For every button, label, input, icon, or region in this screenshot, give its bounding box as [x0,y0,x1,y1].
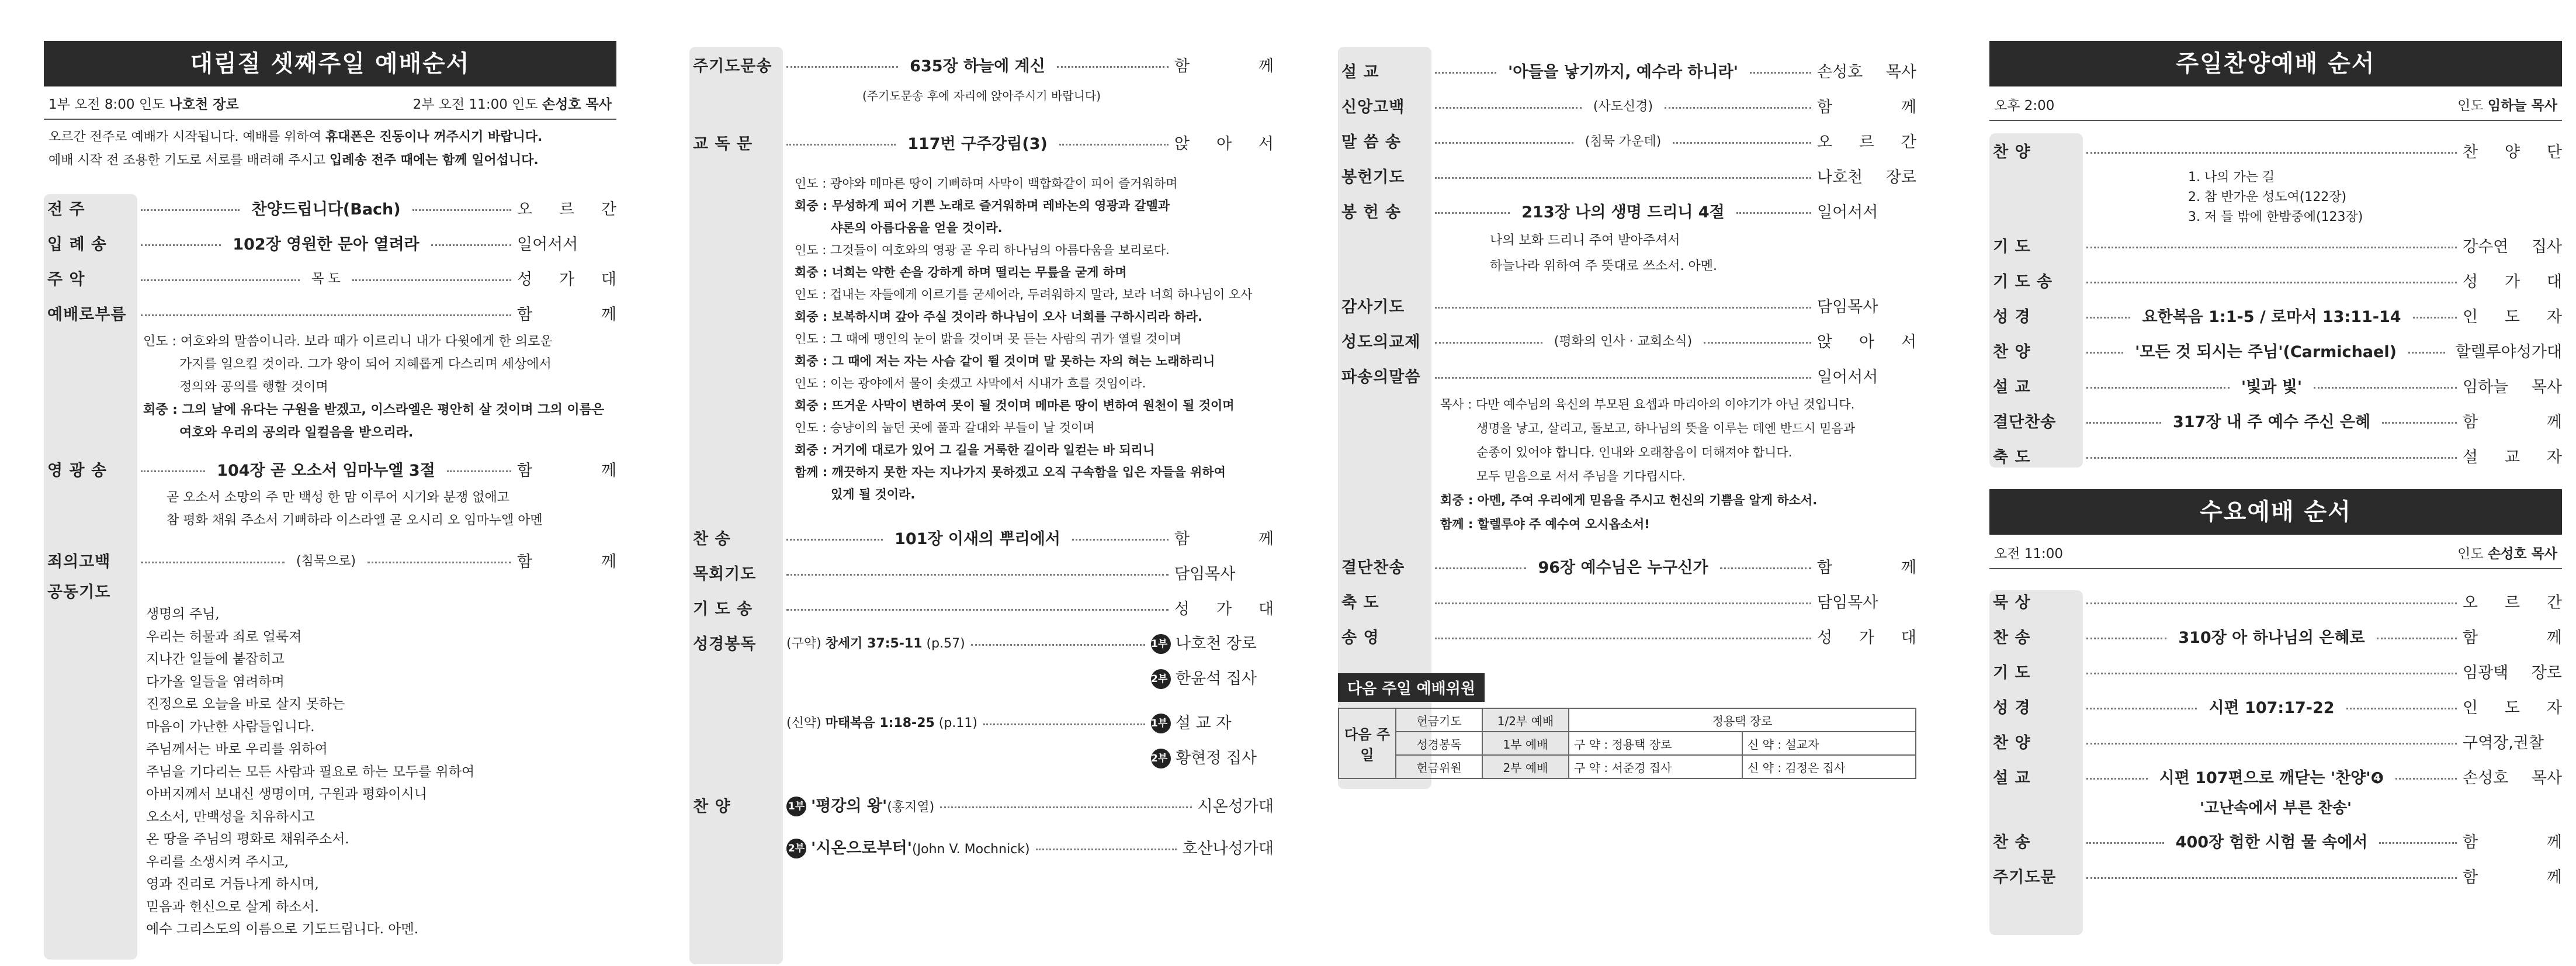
order-item-reading-nt-2: 2부 황현정 집사 [689,739,1274,774]
responsive-line: 샤론의 아름다움을 얻을 것이라. [831,221,1003,235]
lords-prayer-note: (주기도문송 후에 자리에 앉아주시기 바랍니다) [862,89,1101,103]
responsive-line: 정의와 공의를 행할 것이며 [179,380,328,394]
order-item-responsive-reading: 교 독 문 117번 구주강림(3) 앉 아 서 [693,134,1274,153]
order-item-prayer: 공동기도 [47,583,111,601]
order-item-sermon: 설 교 '아들을 낳기까지, 예수라 하니라' 손성호 목사 [1341,63,1916,81]
responsive-line: 인도 : 그 때에 맹인의 눈이 밝을 것이며 못 듣는 사람의 귀가 열릴 것이며 [795,332,1181,346]
prayer-line: 예수 그리스도의 이름으로 기도드립니다. 아멘. [146,922,419,937]
order-item: 전 주 찬양드립니다(Bach) 오 르 간 [47,200,617,219]
offering-song-line: 하늘나라 위하여 주 뜻대로 쓰소서. 아멘. [1490,259,1717,273]
responsive-line: 인도 : 승냥이의 눕던 곳에 풀과 갈대와 부들이 날 것이며 [795,421,1095,435]
order-item-reading-ot-2: 2부 한윤석 집사 [689,660,1274,695]
prayer-line: 온 땅을 주님의 평화로 채워주소서. [146,832,349,847]
column-other-services [1989,0,2562,966]
service1: 1부 오전 8:00 인도 나호천 장로 [48,97,239,112]
wednesday-service-time: 오전 11:00 인도 손성호 목사 [1994,546,2557,562]
order-item: 예배로부름 함 께 [47,305,616,324]
wednesday-order-item: 기 도 임광택 장로 [1993,663,2562,682]
order-item-pastoral-prayer: 목회기도 담임목사 [693,565,1236,583]
order-item: 입 례 송 102장 영원한 문아 열려라 일어서서 [47,235,578,254]
responsive-line: 회중 : 거기에 대로가 있어 그 길을 거룩한 길이라 일컫는 바 되리니 [795,443,1155,457]
prayer-line: 영과 진리로 거듭나게 하시며, [146,877,319,892]
responsive-line: 생명을 낳고, 살리고, 돌보고, 하나님의 뜻을 이루는 데엔 반드시 믿음과 [1476,421,1856,435]
afternoon-order-item: 기 도 송 성 가 대 [1993,272,2562,291]
responsive-line: 회중 : 뜨거운 사막이 변하여 못이 될 것이며 메마른 땅이 변하여 원천이 될 것이며 [795,399,1235,413]
prayer-line: 우리를 소생시켜 주시고, [146,854,289,870]
afternoon-order-item: 찬 양 '모든 것 되시는 주님'(Carmichael) 할렐루야성가대 [1993,342,2563,361]
wednesday-order-item: 찬 송 400장 험한 시험 물 속에서 함 께 [1993,833,2563,851]
afternoon-service-title: 주일찬양예배 순서 [1989,41,2562,86]
column-sunday-order-2 [689,0,1274,966]
order-item-praise: 찬 양 찬 양 단 [1993,143,2562,161]
page-title: 대림절 셋째주일 예배순서 [44,41,616,86]
responsive-line: 있게 될 것이라. [831,487,916,501]
prayer-line: 우리는 허물과 죄로 얼룩져 [146,629,302,645]
order-item-benediction: 축 도 담임목사 [1341,593,1878,612]
order-item-sending-word: 파송의말씀 일어서서 [1341,368,1878,386]
wednesday-order-item: 설 교 시편 107편으로 깨닫는 '찬양'❹ 손성호 목사 [1993,768,2562,787]
next-week-table: 다음 주일 헌금기도 1/2부 예배 정용택 장로 성경봉독 1부 예배 구 약 : 정용택 장로 신 약 : 설교자 헌금위원 2부 예배 구 약 : 서준경 집사 신 약 : 김정은 집사 [1338,708,1916,779]
afternoon-order-item: 결단찬송 317장 내 주 예수 주신 은혜 함 께 [1993,413,2563,431]
glory-song-line: 곧 오소서 소망의 주 만 백성 한 맘 이루어 시기와 분쟁 없애고 [167,490,509,505]
afternoon-order-item: 축 도 설 교 자 [1993,448,2562,466]
responsive-line: 인도 : 그것들이 여호와의 영광 곧 우리 하나님의 아름다움을 보리로다. [795,243,1170,257]
responsive-line: 회중 : 그 때에 저는 자는 사슴 같이 뛸 것이며 말 못하는 자의 혀는 노래하리니 [795,354,1215,368]
service2: 2부 오전 11:00 인도 손성호 목사 [412,97,612,112]
order-item: 주 악 목 도 성 가 대 [47,270,616,289]
service-times [44,94,616,113]
wednesday-order-item: 찬 양 구역장,권찰 [1993,733,2544,752]
responsive-line: 인도 : 광야와 메마른 땅이 기뻐하며 사막이 백합화같이 피어 즐거워하며 [795,176,1178,191]
order-item-glory: 영 광 송 104장 곧 오소서 임마누엘 3절 함 께 [47,461,617,480]
wednesday-service-title: 수요예배 순서 [1989,489,2562,535]
wednesday-order-item: 묵 상 오 르 간 [1993,593,2562,612]
prayer-line: 생명의 주님, [146,607,220,622]
wednesday-sermon-subtitle: '고난속에서 부른 찬송' [2199,799,2352,817]
order-item-hymn: 찬 송 101장 이새의 뿌리에서 함 께 [693,529,1274,548]
order-item-creed: 신앙고백 (사도신경) 함 께 [1341,98,1916,116]
column-sunday-order-3 [1338,0,1916,966]
responsive-line: 순종이 있어야 합니다. 인내와 오래참음이 더해져야 합니다. [1476,445,1793,459]
prayer-line: 믿음과 헌신으로 살게 하소서. [146,899,319,915]
responsive-line: 회중 : 보복하시며 갚아 주실 것이라 하나님이 오사 너희를 구하시리라 하라. [795,310,1203,324]
order-item-reading-ot: 성경봉독 (구약) 창세기 37:5-11 (p.57) 1부 나호천 장로 [693,634,1257,653]
wednesday-order-item: 성 경 시편 107:17-22 인 도 자 [1993,698,2563,717]
order-item-thanks-prayer: 감사기도 담임목사 [1341,297,1878,316]
order-item-prayer-song: 기 도 송 성 가 대 [693,600,1274,618]
order-item-confession: 죄의고백 (침묵으로) 함 께 [47,552,616,571]
responsive-line: 인도 : 겁내는 자들에게 이르기를 굳세어라, 두려워하지 말라, 보라 너희 하나님이 오사 [795,288,1253,302]
responsive-line: 가지를 일으킬 것이라. 그가 왕이 되어 지혜롭게 다스리며 세상에서 [179,357,552,372]
prayer-line: 지나간 일들에 붙잡히고 [146,652,285,667]
next-week-group: 다음 주일 [1339,708,1396,778]
responsive-line: 여호와 우리의 공의라 일컬음을 받으리라. [179,425,414,440]
responsive-line: 회중 : 그의 날에 유다는 구원을 받겠고, 이스라엘은 평안히 살 것이며 그의 이름은 [143,403,605,417]
column-sunday-order [44,0,616,966]
responsive-line: 회중 : 아멘, 주여 우리에게 믿음을 주시고 헌신의 기쁨을 알게 하소서. [1440,493,1818,507]
responsive-line: 인도 : 여호와의 말씀이니라. 보라 때가 이르리니 내가 다윗에게 한 의로운 [143,334,553,349]
prayer-line: 주님께서는 바로 우리를 위하여 [146,742,328,757]
glory-song-line: 참 평화 채워 주소서 기뻐하라 이스라엘 곧 오시리 오 임마누엘 아멘 [167,513,543,528]
prayer-line: 다가올 일들을 염려하며 [146,674,285,690]
order-item-lords-prayer-song: 주기도문송 635장 하늘에 계신 함 께 [693,57,1274,75]
offering-song-line: 나의 보화 드리니 주여 받아주셔서 [1490,233,1680,248]
responsive-line: 회중 : 너희는 약한 손을 강하게 하며 떨리는 무릎을 굳게 하며 [795,265,1127,279]
prayer-line: 아버지께서 보내신 생명이며, 구원과 평화이시니 [146,787,427,802]
praise-song: 1. 나의 가는 길 [2188,170,2275,185]
order-item-doxology: 송 영 성 가 대 [1341,628,1916,647]
responsive-line: 목사 : 다만 예수님의 육신의 부모된 요셉과 마리아의 이야기가 아닌 것입니다. [1440,397,1855,411]
prayer-line: 오소서, 만백성을 치유하시고 [146,809,315,825]
afternoon-order-item: 성 경 요한복음 1:1-5 / 로마서 13:11-14 인 도 자 [1993,307,2562,326]
next-week-title: 다음 주일 예배위원 [1338,673,1485,702]
afternoon-order-item: 설 교 '빛과 빛' 임하늘 목사 [1993,378,2562,396]
responsive-line: 인도 : 이는 광야에서 물이 솟겠고 사막에서 시내가 흐를 것임이라. [795,376,1146,390]
responsive-line: 회중 : 무성하게 피어 기쁜 노래로 즐거워하며 레바논의 영광과 갈멜과 [795,199,1170,213]
order-item-closing-hymn: 결단찬송 96장 예수님은 누구신가 함 께 [1341,558,1916,577]
responsive-line: 함께 : 할렐루야 주 예수여 오시옵소서! [1440,517,1650,531]
order-item-offering: 봉 헌 송 213장 나의 생명 드리니 4절 일어서서 [1341,203,1878,221]
prayer-line: 마음이 가난한 사람들입니다. [146,719,315,735]
order-item-anthem-1: 찬 양 1부 '평강의 왕'(홍지열) 시온성가대 [693,797,1274,816]
order-item-anthem-2: 2부 '시온으로부터'(John V. Mochnick) 호산나성가대 [689,826,1274,868]
afternoon-order-item: 기 도 강수연 집사 [1993,237,2562,256]
order-item-fellowship: 성도의교제 (평화의 인사 · 교회소식) 앉 아 서 [1341,333,1917,351]
prayer-line: 주님을 기다리는 모든 사람과 필요로 하는 모두를 위하여 [146,764,475,780]
wednesday-order-item: 찬 송 310장 아 하나님의 은혜로 함 께 [1993,628,2562,647]
praise-song: 3. 저 들 밖에 한밤중에(123장) [2188,210,2363,224]
responsive-line: 모두 믿음으로 서서 주님을 기다립시다. [1476,469,1686,483]
praise-song: 2. 참 반가운 성도여(122장) [2188,190,2347,205]
order-item-word-song: 말 씀 송 (침묵 가운데) 오 르 간 [1341,133,1917,151]
wednesday-order-item: 주기도문 함 께 [1993,868,2562,887]
order-item-offering-prayer: 봉헌기도 나호천 장로 [1341,168,1916,186]
afternoon-service-time: 오후 2:00 인도 임하늘 목사 [1994,98,2557,113]
responsive-line: 함께 : 깨끗하지 못한 자는 지나가지 못하겠고 오직 구속함을 입은 자들을 위하여 [795,465,1226,479]
intro-notice: 오르간 전주로 예배가 시작됩니다. 예배를 위하여 휴대폰은 진동이나 꺼주시기 바랍니다. 예배 시작 전 조용한 기도로 서로를 배려해 주시고 입례송 전주 때에는 함께 일어섭니다. [48,130,543,168]
prayer-line: 진정으로 오늘을 바로 살지 못하는 [146,697,345,712]
order-item-reading-nt: (신약) 마태복음 1:18-25 (p.11) 1부 설 교 자 [689,704,1274,739]
